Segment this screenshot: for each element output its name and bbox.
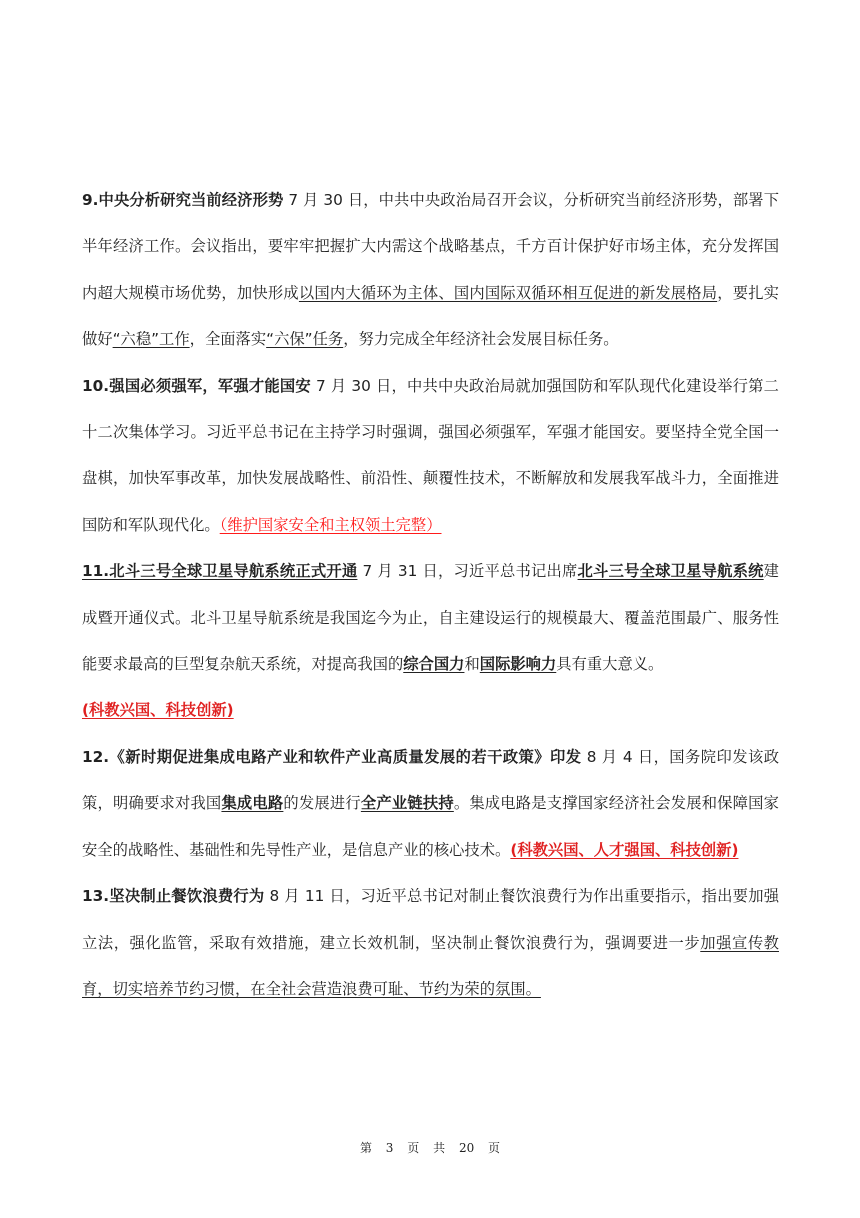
item-text: 的发展进行 bbox=[283, 794, 361, 813]
document-body bbox=[82, 177, 779, 1012]
topic-tag: (科教兴国、人才强国、科技创新) bbox=[510, 840, 739, 859]
underlined-phrase: 加强宣传教育，切实培养节约习惯，在全社会营造浪费可耻、节约为荣的氛围。 bbox=[82, 933, 779, 998]
item-title: 9.中央分析研究当前经济形势 bbox=[82, 191, 284, 209]
item-10 bbox=[82, 363, 779, 549]
item-text: ，全面落实 bbox=[189, 330, 267, 349]
footer-total-word: 共 bbox=[433, 1141, 446, 1155]
footer-page-word: 页 bbox=[407, 1141, 420, 1155]
item-9 bbox=[82, 177, 779, 363]
item-title: 13.坚决制止餐饮浪费行为 bbox=[82, 887, 265, 906]
underlined-phrase: “六稳”工作 bbox=[112, 330, 190, 349]
emphasis-phrase: 国际影响力 bbox=[479, 655, 557, 674]
item-text: 和 bbox=[464, 655, 480, 674]
topic-tag: (科教兴国、科技创新) bbox=[82, 701, 234, 720]
item-title: 12.《新时期促进集成电路产业和软件产业高质量发展的若干政策》印发 bbox=[82, 747, 582, 766]
item-text: 8 月 11 日，习近平总书记对制止餐饮浪费行为作出重要指示，指出要加强立法，强化监管，采取有效措施，建立长效机制，坚决制止餐饮浪费行为，强调要进一步 bbox=[82, 887, 779, 952]
topic-tag: （维护国家安全和主权领土完整） bbox=[219, 515, 442, 534]
item-text: 7 月 30 日，中共中央政治局就加强国防和军队现代化建设举行第二十二次集体学习。习近平总书记在主持学习时强调，强国必须强军，军强才能国安。要坚持全党全国一盘棋，加快军事改革，加快发展战略性、前沿性、颠覆性技术，不断解放和发展我军战斗力，全面推进国防和军队现代化。 bbox=[82, 376, 779, 534]
emphasis-phrase: 集成电路 bbox=[221, 794, 284, 813]
item-text: 7 月 30 日，中共中央政治局召开会议，分析研究当前经济形势，部署下半年经济工作。会议指出，要牢牢把握扩大内需这个战略基点，千方百计保护好市场主体，充分发挥国内超大规模市场优势，加快形成 bbox=[82, 191, 779, 302]
emphasis-phrase: 北斗三号全球卫星导航系统 bbox=[577, 562, 764, 581]
footer-prefix: 第 bbox=[359, 1141, 372, 1155]
item-text: 8 月 4 日，国务院印发该政策，明确要求对我国 bbox=[82, 747, 779, 813]
item-text: ，要扎实做好 bbox=[82, 283, 779, 349]
item-12 bbox=[82, 734, 779, 873]
item-text: 7 月 31 日，习近平总书记出席 bbox=[357, 562, 578, 581]
underlined-phrase: 以国内大循环为主体、国内国际双循环相互促进的新发展格局 bbox=[298, 283, 718, 302]
page-footer bbox=[0, 1139, 860, 1156]
total-page-count: 20 bbox=[458, 1141, 475, 1155]
item-11 bbox=[82, 548, 779, 734]
item-title: 11.北斗三号全球卫星导航系统正式开通 bbox=[82, 562, 358, 581]
current-page-number: 3 bbox=[385, 1141, 394, 1155]
item-13 bbox=[82, 873, 779, 1012]
underlined-phrase: “六保”任务 bbox=[266, 330, 344, 349]
item-text: ，努力完成全年经济社会发展目标任务。 bbox=[343, 330, 619, 349]
item-text: 。集成电路是支撑国家经济社会发展和保障国家安全的战略性、基础性和先导性产业，是信息产业的核心技术。 bbox=[82, 794, 779, 859]
item-title: 10.强国必须强军，军强才能国安 bbox=[82, 376, 311, 395]
item-text: 具有重大意义。 bbox=[556, 655, 664, 674]
emphasis-phrase: 综合国力 bbox=[403, 655, 465, 674]
footer-suffix: 页 bbox=[488, 1141, 501, 1155]
emphasis-phrase: 全产业链扶持 bbox=[360, 794, 454, 813]
item-text: 建成暨开通仪式。北斗卫星导航系统是我国迄今为止，自主建设运行的规模最大、覆盖范围最广、服务性能要求最高的巨型复杂航天系统，对提高我国的 bbox=[82, 562, 779, 674]
